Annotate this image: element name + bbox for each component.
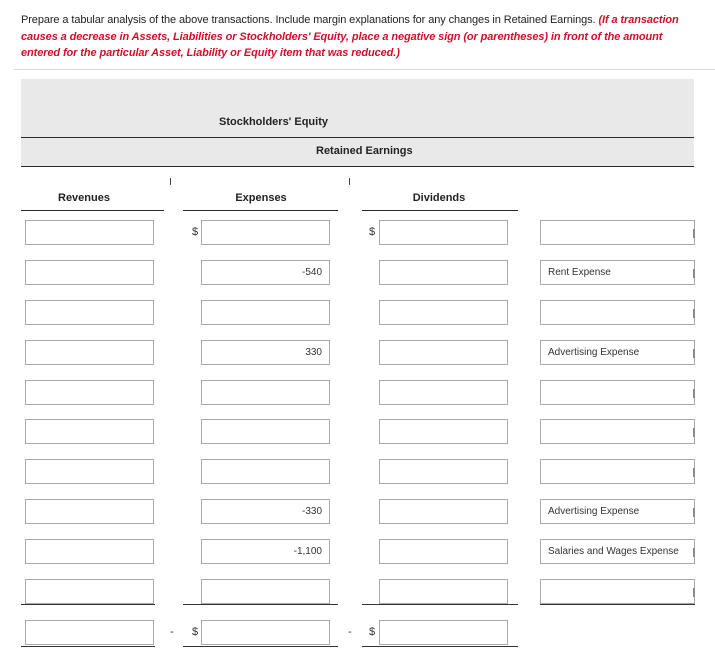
explanation-select[interactable] bbox=[540, 499, 695, 524]
expenses-input[interactable] bbox=[201, 380, 330, 405]
expenses-input-value: -1,100 bbox=[293, 546, 322, 557]
chevron-down-icon bbox=[693, 588, 695, 597]
dollar-sign: $ bbox=[192, 626, 199, 638]
stockholders-equity-heading: Stockholders' Equity bbox=[219, 116, 328, 128]
dividends-input[interactable] bbox=[379, 539, 508, 564]
revenues-input[interactable] bbox=[25, 539, 154, 564]
divider bbox=[14, 69, 715, 70]
revenues-column-header: Revenues bbox=[58, 192, 110, 204]
dividends-input[interactable] bbox=[379, 419, 508, 444]
expenses-input[interactable] bbox=[201, 459, 330, 484]
explanation-select-value: Salaries and Wages Expense bbox=[548, 546, 679, 557]
header-rule bbox=[21, 137, 694, 138]
revenues-input[interactable] bbox=[25, 220, 154, 245]
total-rule bbox=[183, 604, 338, 605]
revenues-input[interactable] bbox=[25, 300, 154, 325]
column-header-rule bbox=[183, 210, 338, 211]
column-separator bbox=[170, 178, 171, 185]
dividends-input[interactable] bbox=[379, 579, 508, 604]
dividends-total-input[interactable] bbox=[379, 620, 508, 645]
dollar-sign: $ bbox=[369, 226, 376, 238]
dividends-input[interactable] bbox=[379, 300, 508, 325]
dividends-input[interactable] bbox=[379, 260, 508, 285]
dividends-column-header: Dividends bbox=[412, 192, 466, 204]
retained-earnings-heading: Retained Earnings bbox=[316, 145, 413, 157]
expenses-total-input[interactable] bbox=[201, 620, 330, 645]
expenses-input-value: 330 bbox=[305, 347, 322, 358]
expenses-input[interactable] bbox=[201, 220, 330, 245]
chevron-down-icon bbox=[693, 428, 695, 437]
expenses-input[interactable] bbox=[201, 579, 330, 604]
revenues-input[interactable] bbox=[25, 419, 154, 444]
chevron-down-icon bbox=[693, 508, 695, 517]
double-rule bbox=[21, 646, 155, 647]
explanation-select[interactable] bbox=[540, 539, 695, 564]
explanation-select-value: Advertising Expense bbox=[548, 347, 640, 358]
chevron-down-icon bbox=[693, 548, 695, 557]
explanation-select[interactable] bbox=[540, 340, 695, 365]
chevron-down-icon bbox=[693, 468, 695, 477]
chevron-down-icon bbox=[693, 229, 695, 238]
dividends-input[interactable] bbox=[379, 340, 508, 365]
expenses-input[interactable] bbox=[201, 300, 330, 325]
explanation-select[interactable] bbox=[540, 579, 695, 604]
header-band bbox=[21, 79, 694, 137]
instructions bbox=[21, 12, 701, 62]
explanation-select[interactable] bbox=[540, 260, 695, 285]
chevron-down-icon bbox=[693, 269, 695, 278]
chevron-down-icon bbox=[693, 309, 695, 318]
total-rule bbox=[362, 604, 518, 605]
minus-sign: - bbox=[170, 626, 174, 638]
explanation-select-value: Advertising Expense bbox=[548, 506, 640, 517]
column-header-rule bbox=[362, 210, 518, 211]
chevron-down-icon bbox=[693, 349, 695, 358]
expenses-input-value: -330 bbox=[301, 506, 322, 517]
revenues-input[interactable] bbox=[25, 260, 154, 285]
revenues-input[interactable] bbox=[25, 340, 154, 365]
revenues-input[interactable] bbox=[25, 579, 154, 604]
dividends-input[interactable] bbox=[379, 380, 508, 405]
dividends-input[interactable] bbox=[379, 499, 508, 524]
expenses-input-value: -540 bbox=[301, 267, 322, 278]
chevron-down-icon bbox=[693, 389, 695, 398]
dividends-input[interactable] bbox=[379, 220, 508, 245]
explanation-select[interactable] bbox=[540, 300, 695, 325]
revenues-input[interactable] bbox=[25, 380, 154, 405]
explanation-select[interactable] bbox=[540, 419, 695, 444]
explanation-select[interactable] bbox=[540, 220, 695, 245]
expenses-column-header: Expenses bbox=[235, 192, 287, 204]
total-rule bbox=[540, 604, 695, 605]
instructions-emphasis: (If a transaction causes a decrease in Assets, Liabilities or Stockholders' Equity, place a negative sign (or parentheses) in front of the amount entered for the particular Asset, Liability or Equity item that was reduced.) bbox=[21, 14, 679, 59]
instructions-text: Prepare a tabular analysis of the above transactions. Include margin explanations for any changes in Retained Earnings. bbox=[21, 14, 599, 26]
explanation-select-value: Rent Expense bbox=[548, 267, 611, 278]
expenses-input[interactable] bbox=[201, 260, 330, 285]
expenses-input[interactable] bbox=[201, 539, 330, 564]
double-rule bbox=[362, 646, 518, 647]
dollar-sign: $ bbox=[192, 226, 199, 238]
double-rule bbox=[183, 646, 338, 647]
expenses-input[interactable] bbox=[201, 419, 330, 444]
column-header-rule bbox=[21, 210, 164, 211]
column-separator bbox=[349, 178, 350, 185]
total-rule bbox=[21, 604, 155, 605]
header-rule bbox=[21, 166, 694, 167]
explanation-select[interactable] bbox=[540, 459, 695, 484]
explanation-select[interactable] bbox=[540, 380, 695, 405]
revenues-input[interactable] bbox=[25, 459, 154, 484]
dollar-sign: $ bbox=[369, 626, 376, 638]
dividends-input[interactable] bbox=[379, 459, 508, 484]
revenues-total-input[interactable] bbox=[25, 620, 154, 645]
revenues-input[interactable] bbox=[25, 499, 154, 524]
minus-sign: - bbox=[348, 626, 352, 638]
expenses-input[interactable] bbox=[201, 499, 330, 524]
expenses-input[interactable] bbox=[201, 340, 330, 365]
